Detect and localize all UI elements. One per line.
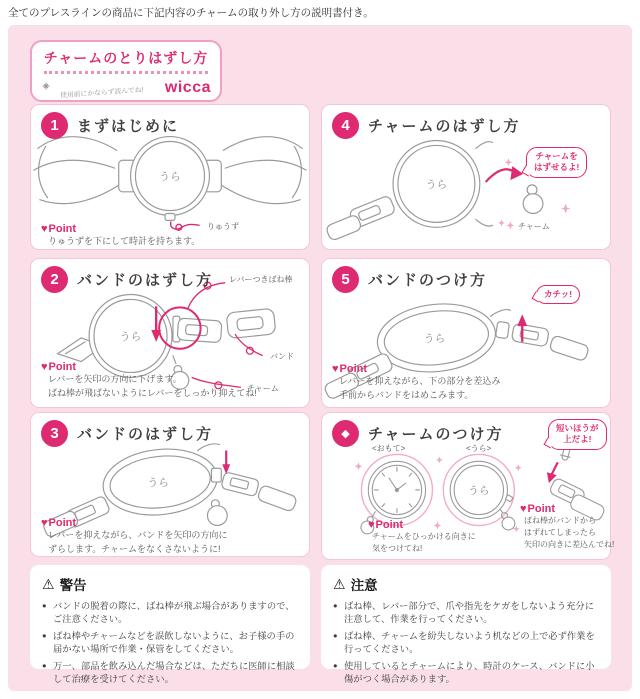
step-6-card xyxy=(321,412,615,560)
warning-item: ● バンドの脱着の際に、ばね棒が飛ぶ場合がありますので、ご注意ください。 xyxy=(42,600,298,627)
short-side-up-bubble: 短いほうが 上だよ! xyxy=(548,419,607,450)
dotted-divider xyxy=(44,71,208,74)
point-text: 手前からバンドをはめこみます。 xyxy=(339,389,474,400)
point-label: ♥Point xyxy=(332,363,368,375)
step-number-badge: 5 xyxy=(332,266,359,293)
step-title: チャームのはずし方 xyxy=(368,118,521,135)
sparkle-icon xyxy=(41,78,57,96)
point-text: レバーを矢印の方向に下げます。 xyxy=(48,374,182,384)
header-badge xyxy=(30,40,222,102)
read-first-note: 使用前にかならず読んでね! xyxy=(59,86,144,100)
step-1-card xyxy=(30,104,310,250)
crown-label: りゅうず xyxy=(207,222,239,231)
point-label: ♥Point xyxy=(368,519,404,531)
step-title: バンドのつけ方 xyxy=(368,272,488,289)
caution-item: ● 使用しているとチャームにより、時計のケース、バンドに小傷がつく場合があります。 xyxy=(333,660,599,687)
warning-triangle-icon: ⚠ xyxy=(42,575,55,592)
point-note xyxy=(41,223,200,249)
gem-icon: ◆ xyxy=(332,420,359,447)
charm-label: チャーム xyxy=(247,384,279,393)
warning-item: ● ばね棒やチャームなどを誤飲しないように、お子様の手の届かない場所で作業・保管をしてください。 xyxy=(42,630,298,657)
point-note-right xyxy=(520,503,614,551)
svg-text:うら: うら xyxy=(147,476,169,489)
point-label: ♥Point xyxy=(41,517,77,529)
svg-text:うら: うら xyxy=(119,330,142,343)
step-3-card xyxy=(30,412,310,557)
front-label: <おもて> xyxy=(372,444,406,453)
step-title: バンドのはずし方 xyxy=(77,426,214,443)
warning-item: ● 万一、部品を飲み込んだ場合などは、ただちに医師に相談して治療を受けてください。 xyxy=(42,660,298,687)
point-text: レバーを抑えながら、バンドを矢印の方向に xyxy=(48,530,228,540)
main-panel xyxy=(8,25,632,691)
point-text: はずれてしまったら xyxy=(524,528,596,537)
caution-title: ⚠ 注意 xyxy=(333,575,378,593)
point-note xyxy=(332,363,500,402)
svg-text:うら: うら xyxy=(423,332,446,345)
point-note-left xyxy=(368,519,476,555)
point-label: ♥Point xyxy=(41,223,77,235)
caution-item: ● ばね棒、レバー部分で、爪や指先をケガをしないよう充分に注意して、作業を行ってください。 xyxy=(333,600,599,627)
step-number-badge: 3 xyxy=(41,420,68,447)
point-text: 気をつけてね! xyxy=(372,544,423,553)
warning-triangle-icon: ⚠ xyxy=(333,575,346,592)
step-number-badge: 1 xyxy=(41,112,68,139)
warning-box xyxy=(30,565,310,685)
point-text: 矢印の向きに差込んでね! xyxy=(524,540,615,549)
charm-removable-bubble: チャームを はずせるよ! xyxy=(526,147,587,178)
point-text: ばね棒がバンドから xyxy=(524,516,596,525)
svg-text:うら: うら xyxy=(425,178,448,191)
point-text: りゅうずを下にして時計を持ちます。 xyxy=(48,236,201,246)
step-title: バンドのはずし方 xyxy=(77,272,214,289)
step-5-card xyxy=(321,258,611,408)
point-text: チャームをひっかける向きに xyxy=(372,532,476,541)
charm-label: チャーム xyxy=(518,222,550,231)
step-number-badge: 4 xyxy=(332,112,359,139)
sheet-title: チャームのとりはずし方 xyxy=(43,50,209,66)
point-text: ずらします。チャームをなくさないように! xyxy=(48,543,221,554)
point-label: ♥Point xyxy=(41,361,77,373)
caution-list xyxy=(333,600,599,687)
svg-text:うら: うら xyxy=(467,484,490,497)
step-title: チャームのつけ方 xyxy=(368,426,504,443)
warning-title: ⚠ 警告 xyxy=(42,575,87,593)
click-sound-bubble: カチッ! xyxy=(536,285,580,304)
springbar-label: レバーつきばね棒 xyxy=(229,275,293,284)
step-2-card xyxy=(30,258,310,408)
top-note: 全てのプレスラインの商品に下記内容のチャームの取り外し方の説明書付き。 xyxy=(8,7,374,19)
wicca-logo: wicca xyxy=(164,79,211,96)
caution-item: ● ばね棒、チャームを紛失しないよう机などの上で必ず作業を行ってください。 xyxy=(333,630,599,657)
warning-list xyxy=(42,600,298,687)
point-label: ♥Point xyxy=(520,503,556,515)
svg-text:うら: うら xyxy=(159,170,181,183)
caution-box xyxy=(321,565,611,685)
step-number-badge: 2 xyxy=(41,266,68,293)
step-4-card xyxy=(321,104,611,250)
point-text: レバーを抑えながら、下の部分を差込み xyxy=(339,376,501,386)
point-text: ばね棒が飛ばないようにレバーをしっかり抑えてね! xyxy=(48,387,257,398)
band-label: バンド xyxy=(270,352,294,361)
point-note xyxy=(41,517,227,556)
step-title: まずはじめに xyxy=(77,118,180,135)
back-label: <うら> xyxy=(466,444,492,453)
point-note xyxy=(41,361,257,400)
